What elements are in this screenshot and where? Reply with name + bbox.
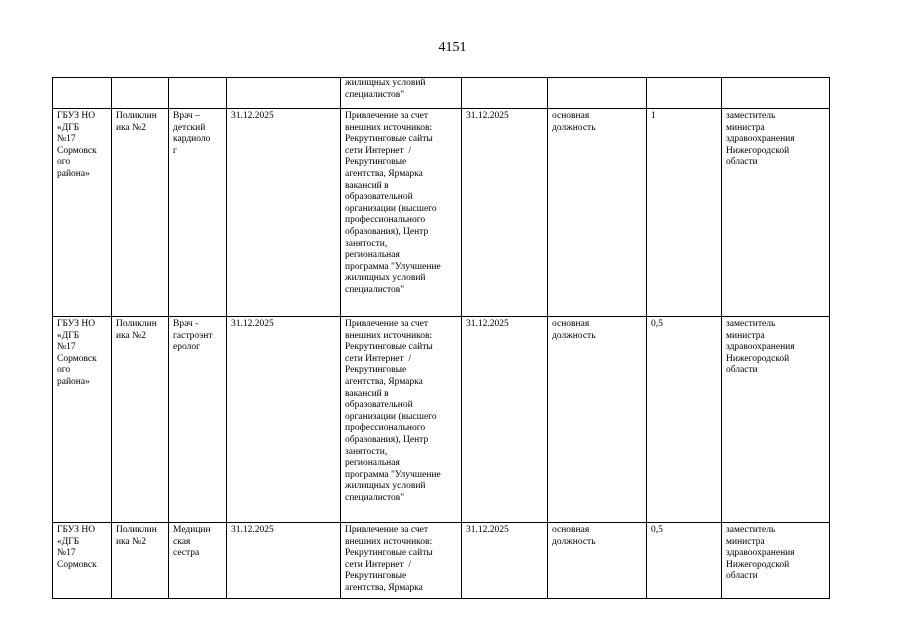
cell-responsible (722, 78, 830, 109)
cell-line: района» (57, 376, 90, 387)
cell-line: организации (высшего (345, 203, 437, 214)
cell-line: заместитель (726, 111, 776, 121)
cell-responsible (722, 109, 830, 317)
cell-line: еролог (173, 342, 200, 353)
cell-deadline: 31.12.2025 (462, 523, 548, 599)
cell-line: ика №2 (116, 122, 146, 133)
cell-line: заместитель (726, 319, 776, 329)
cell-line: Медицин (173, 525, 211, 535)
cell-post-type (548, 78, 647, 109)
cell-line: Сормовск (57, 145, 97, 156)
cell-line: области (726, 571, 758, 582)
cell-line: жилищных условий (345, 481, 426, 492)
cell-line: «ДГБ (57, 330, 80, 341)
cell-organization (53, 109, 112, 317)
cell-line: Поликлин (116, 525, 157, 535)
cell-line: агентства, Ярмарка (345, 582, 423, 593)
cell-department (112, 317, 169, 523)
cell-line: ика №2 (116, 536, 146, 547)
cell-department (112, 523, 169, 599)
cell-line: ГБУЗ НО (57, 111, 96, 121)
cell-line: Поликлин (116, 319, 157, 329)
cell-line: программа "Улучшение (345, 261, 441, 272)
cell-line: здравоохранения (726, 342, 795, 353)
cell-organization (53, 317, 112, 523)
cell-deadline (462, 78, 548, 109)
cell-deadline: 31.12.2025 (462, 317, 548, 523)
cell-line: специалистов" (345, 492, 405, 503)
cell-line: Врач – (173, 111, 200, 121)
table-body (53, 78, 830, 599)
cell-line: агентства, Ярмарка (345, 376, 423, 387)
cell-line: Нижегородской (726, 559, 790, 570)
cell-line: внешних источников: (345, 330, 433, 341)
cell-line: образования), Центр (345, 226, 429, 237)
cell-line: должность (552, 330, 596, 341)
cell-line: Рекрутинговые (345, 157, 407, 168)
cell-date: 31.12.2025 (227, 317, 341, 523)
cell-responsible (722, 317, 830, 523)
cell-line: должность (552, 122, 596, 133)
cell-measures (341, 523, 462, 599)
cell-line: ика №2 (116, 330, 146, 341)
cell-rate (647, 78, 722, 109)
cell-line: Поликлин (116, 111, 157, 121)
cell-measures (341, 109, 462, 317)
cell-line: организации (высшего (345, 411, 437, 422)
cell-line: профессионального (345, 423, 426, 434)
cell-line: кардиоло (173, 134, 211, 145)
cell-line: внешних источников: (345, 122, 433, 133)
cell-measures (341, 317, 462, 523)
cell-responsible (722, 523, 830, 599)
cell-line: ого (57, 157, 71, 168)
cell-line: №17 (57, 342, 76, 353)
cell-position (169, 109, 227, 317)
cell-line: ская (173, 536, 191, 547)
cell-rate: 0,5 (647, 523, 722, 599)
cell-line: здравоохранения (726, 548, 795, 559)
cell-line: Рекрутинговые (345, 571, 407, 582)
cell-line: Сормовск (57, 559, 97, 570)
cell-line: специалистов" (345, 89, 405, 100)
cell-post-type (548, 109, 647, 317)
cell-line: региональная (345, 458, 400, 469)
cell-date (227, 78, 341, 109)
cell-line: сети Интернет / (345, 559, 412, 570)
cell-line: №17 (57, 548, 76, 559)
cell-line: образования), Центр (345, 434, 429, 445)
cell-deadline: 31.12.2025 (462, 109, 548, 317)
cell-post-type (548, 317, 647, 523)
cell-organization (53, 523, 112, 599)
table-row-continuation (53, 78, 830, 109)
cell-line: основная (552, 319, 590, 329)
cell-line: региональная (345, 250, 400, 261)
cell-line: ого (57, 365, 71, 376)
cell-line: сестра (173, 548, 200, 559)
page-number: 4151 (438, 40, 467, 55)
cell-line: г (173, 145, 177, 156)
table-row (53, 317, 830, 523)
cell-line: Рекрутинговые (345, 365, 407, 376)
cell-line: Рекрутинговые сайты (345, 342, 433, 353)
cell-line: ГБУЗ НО (57, 319, 96, 329)
cell-line: гастроэнт (173, 330, 213, 341)
cell-line: образовательной (345, 400, 413, 411)
cell-date: 31.12.2025 (227, 523, 341, 599)
cell-date: 31.12.2025 (227, 109, 341, 317)
cell-line: «ДГБ (57, 122, 80, 133)
cell-line: занятости, (345, 446, 388, 457)
cell-line: жилищных условий (345, 273, 426, 284)
cell-line: заместитель (726, 525, 776, 535)
cell-line: Рекрутинговые сайты (345, 134, 433, 145)
cell-rate: 0,5 (647, 317, 722, 523)
cell-line: №17 (57, 134, 76, 145)
cell-line: области (726, 157, 758, 168)
cell-line: профессионального (345, 215, 426, 226)
cell-line: жилищных условий (345, 78, 426, 88)
cell-line: ГБУЗ НО (57, 525, 96, 535)
cell-line: образовательной (345, 192, 413, 203)
cell-line: министра (726, 122, 765, 133)
cell-position (169, 78, 227, 109)
cell-line: Рекрутинговые сайты (345, 548, 433, 559)
cell-line: Привлечение за счет (345, 525, 429, 535)
cell-line: Сормовск (57, 353, 97, 364)
cell-line: сети Интернет / (345, 353, 412, 364)
cell-position (169, 317, 227, 523)
cell-post-type (548, 523, 647, 599)
cell-line: Нижегородской (726, 145, 790, 156)
cell-line: основная (552, 111, 590, 121)
cell-measures (341, 78, 462, 109)
cell-line: министра (726, 330, 765, 341)
cell-line: области (726, 365, 758, 376)
table-row (53, 109, 830, 317)
cell-department (112, 109, 169, 317)
cell-line: Привлечение за счет (345, 319, 429, 329)
cell-organization (53, 78, 112, 109)
cell-line: вакансий в (345, 180, 389, 191)
cell-line: Нижегородской (726, 353, 790, 364)
cell-line: министра (726, 536, 765, 547)
cell-line: занятости, (345, 238, 388, 249)
cell-rate: 1 (647, 109, 722, 317)
cell-line: должность (552, 536, 596, 547)
cell-line: специалистов" (345, 284, 405, 295)
cell-position (169, 523, 227, 599)
cell-line: Врач - (173, 319, 199, 329)
cell-line: вакансий в (345, 388, 389, 399)
table-row (53, 523, 830, 599)
cell-line: внешних источников: (345, 536, 433, 547)
cell-line: основная (552, 525, 590, 535)
cell-line: района» (57, 168, 90, 179)
cell-department (112, 78, 169, 109)
cell-line: агентства, Ярмарка (345, 168, 423, 179)
staffing-table (52, 77, 830, 599)
cell-line: программа "Улучшение (345, 469, 441, 480)
cell-line: «ДГБ (57, 536, 80, 547)
cell-line: Привлечение за счет (345, 111, 429, 121)
cell-line: сети Интернет / (345, 145, 412, 156)
cell-line: детский (173, 122, 206, 133)
cell-line: здравоохранения (726, 134, 795, 145)
